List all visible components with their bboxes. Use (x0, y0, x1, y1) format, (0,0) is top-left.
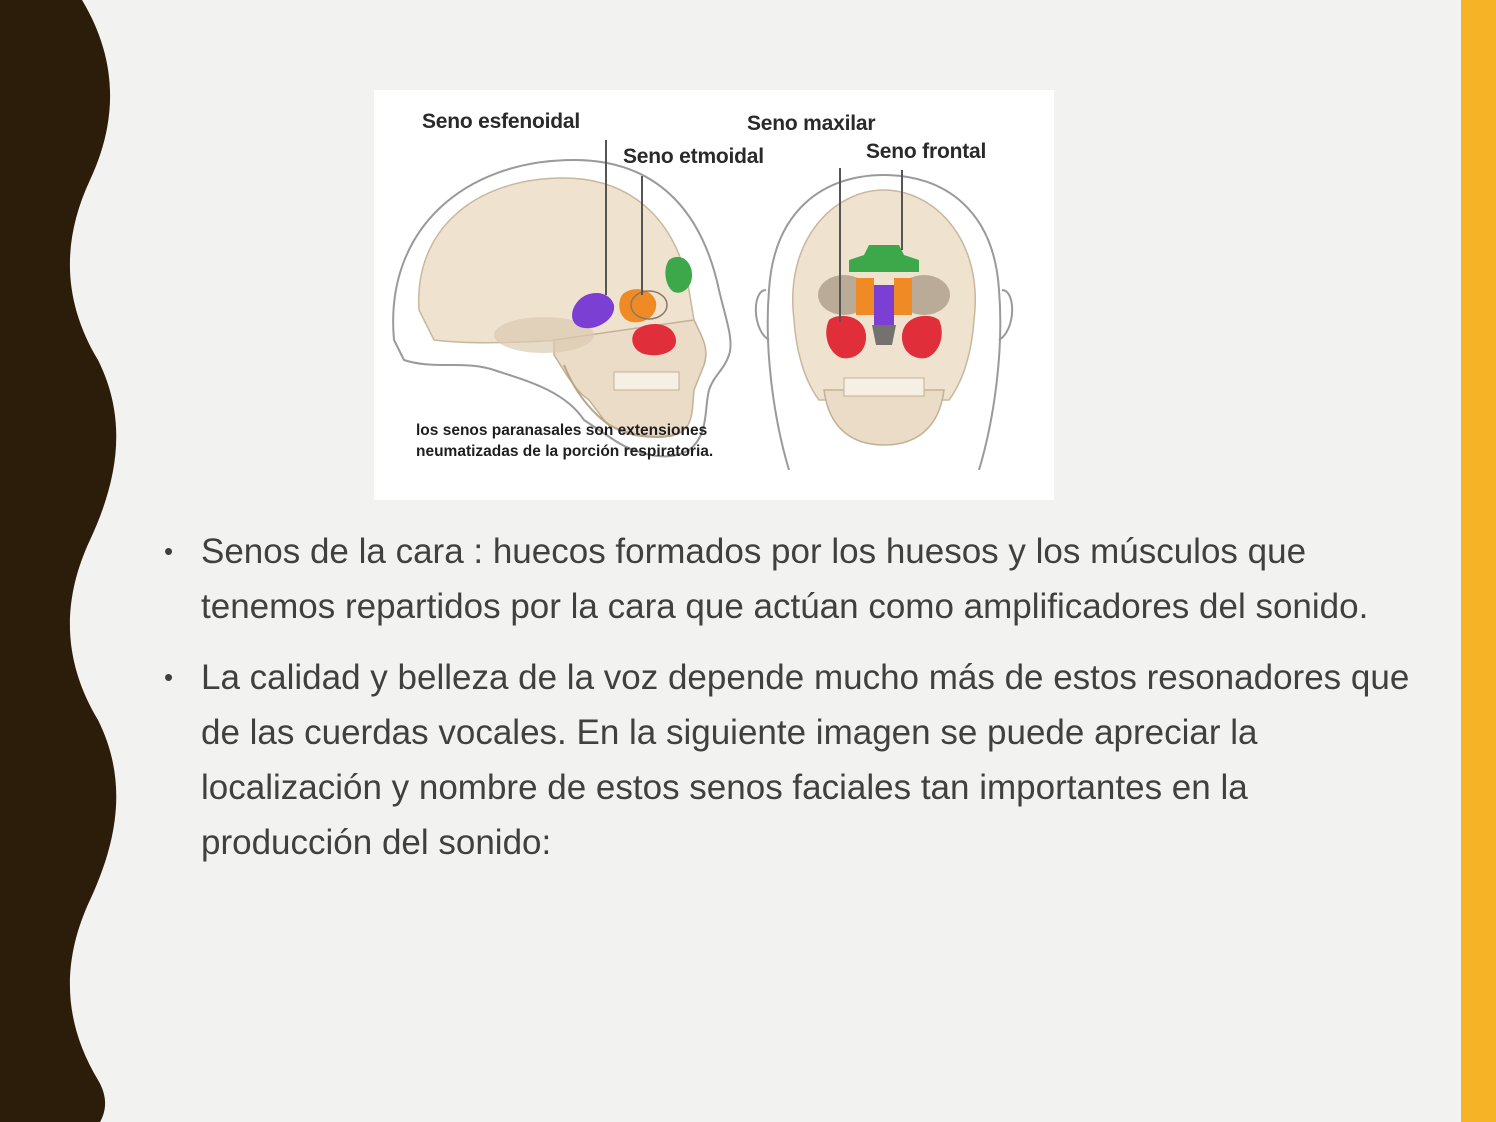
bullet-text: La calidad y belleza de la voz depende mucho más de estos resonadores que de las cuerdas vocales. En la siguiente imagen se puede apreciar la localización y nombre de estos senos faciales tan importantes en la producción del sonido: (201, 658, 1410, 862)
label-ethmoid-sinus: Seno etmoidal (623, 145, 764, 168)
bullet-list (160, 524, 1410, 886)
bullet-marker: • (164, 536, 174, 566)
label-sphenoid-sinus: Seno esfenoidal (422, 110, 581, 133)
sinus-anatomy-figure (374, 90, 1054, 500)
label-frontal-sinus: Seno frontal (866, 140, 987, 163)
right-accent-bar (1461, 0, 1496, 1122)
bullet-marker: • (164, 662, 174, 692)
figure-caption: los senos paranasales son extensiones neumatizadas de la porción respiratoria. (416, 422, 714, 460)
bullet-text: Senos de la cara : huecos formados por los huesos y los músculos que tenemos repartidos por la cara que actúan como amplificadores del sonido. (201, 532, 1369, 626)
left-wavy-band (0, 0, 120, 1122)
bullet-item (160, 650, 1410, 870)
bullet-item (160, 524, 1410, 634)
label-maxillary-sinus: Seno maxilar (747, 112, 876, 135)
